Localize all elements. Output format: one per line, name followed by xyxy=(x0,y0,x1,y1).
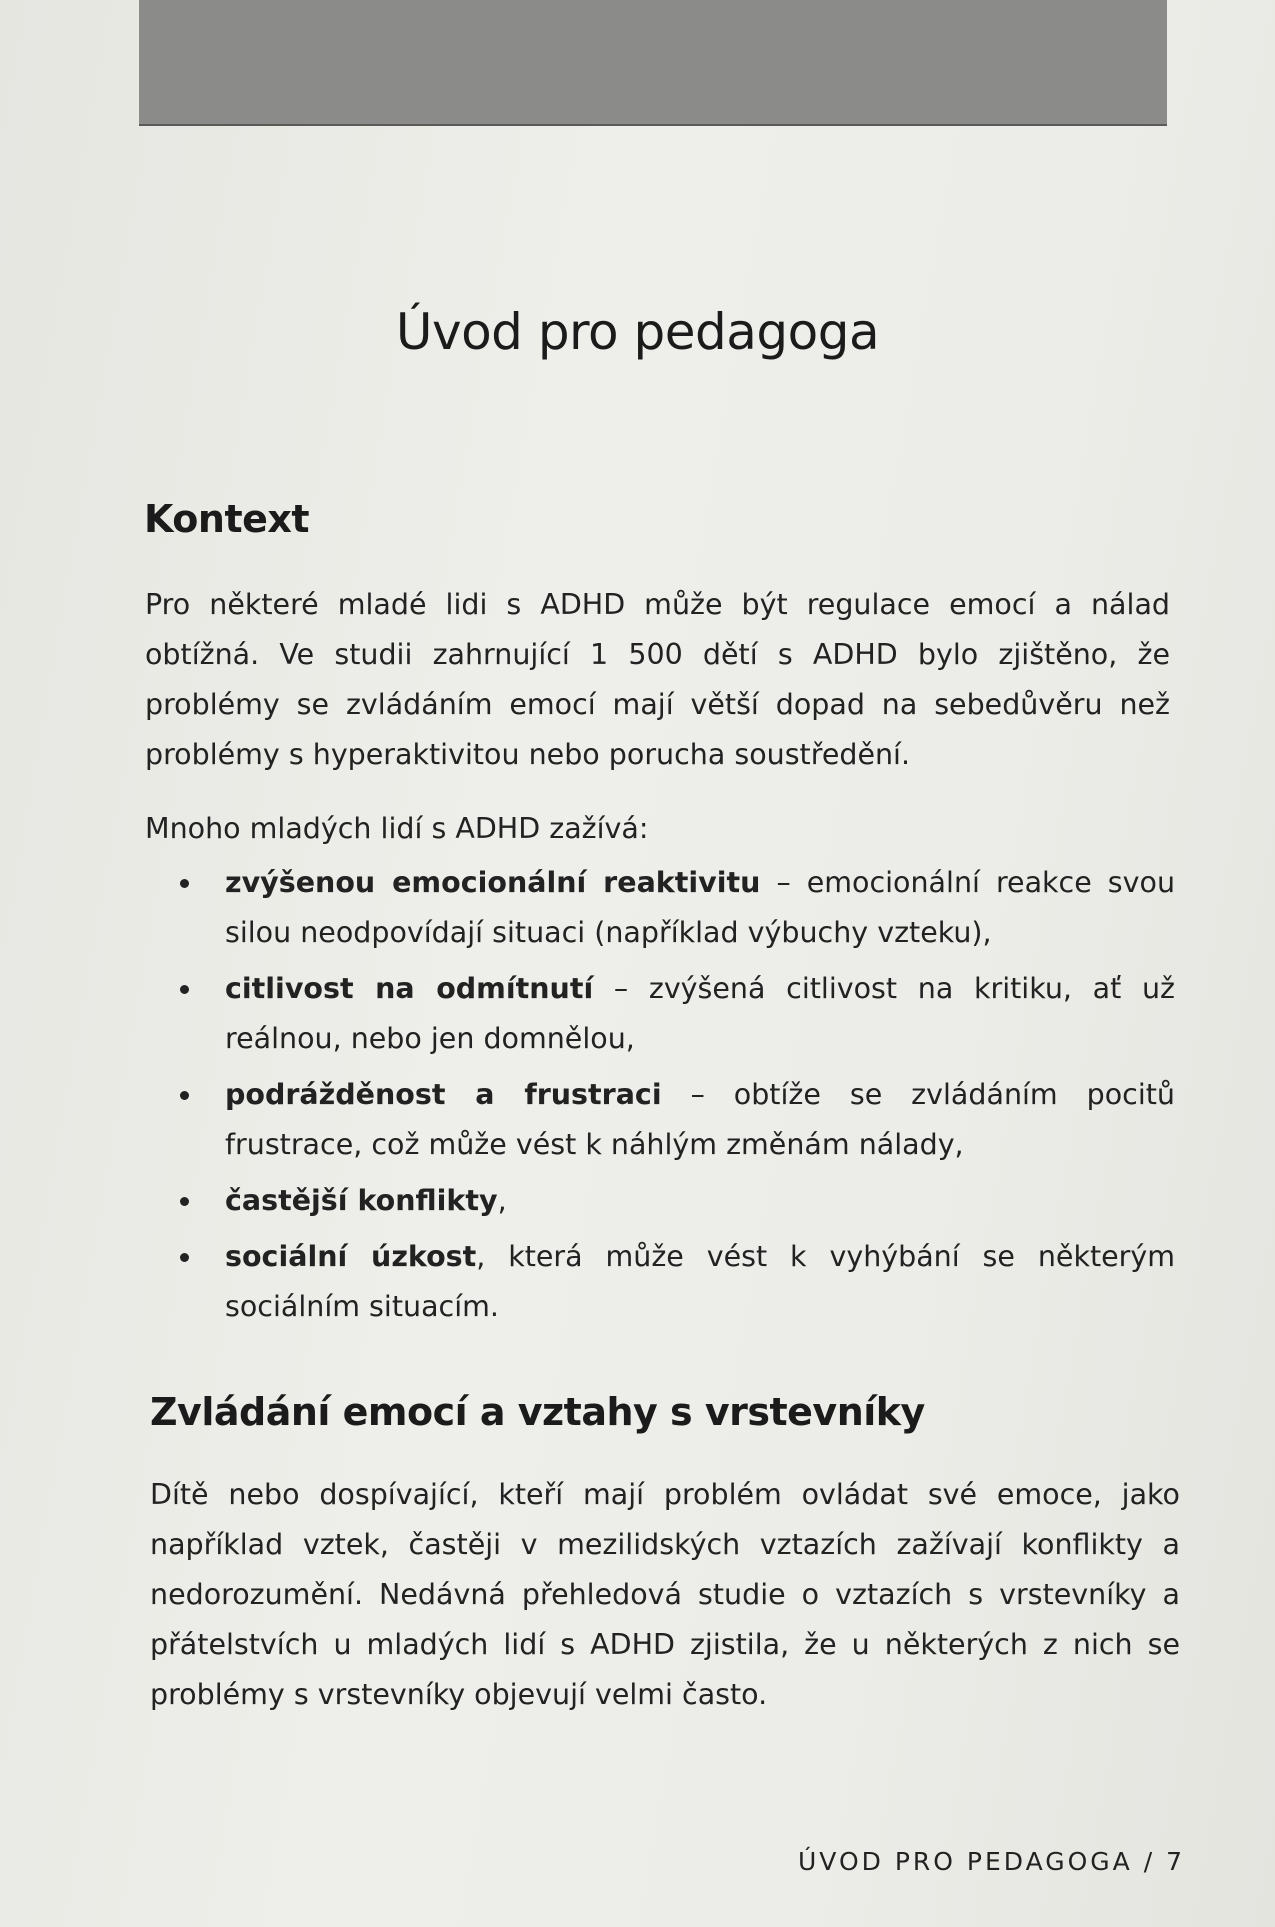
list-intro: Mnoho mladých lidí s ADHD zažívá: xyxy=(145,812,649,845)
list-item-text: – obtíže se zvládáním pocitů frustrace, což může vést k náhlým změnám nálady, xyxy=(225,1078,1176,1161)
list-item-text: , která může vést k vyhýbání se některým sociálním situacím. xyxy=(225,1240,1175,1323)
section-heading-emotions: Zvládání emocí a vztahy s vrstevníky xyxy=(150,1390,925,1434)
list-item-text: – zvýšená citlivost na kritiku, ať už reálnou, nebo jen domnělou, xyxy=(225,972,1175,1055)
bullet-icon xyxy=(180,879,189,888)
header-band xyxy=(139,0,1167,126)
bullet-icon xyxy=(180,985,189,994)
list-item-term: sociální úzkost xyxy=(225,1240,477,1273)
bullet-icon xyxy=(180,1091,189,1100)
symptom-list xyxy=(145,858,1175,1338)
list-item xyxy=(145,1176,1175,1226)
emotions-paragraph: Dítě nebo dospívající, kteří mají problém ovládat své emoce, jako například vztek, častěji v mezilidských vztazích zažívají konflikty a nedorozumění. Nedávná přehledová studie o vztazích s vrstevníky a přátelstvích u mladých lidí s ADHD zjistila, že u některých z nich se problémy s vrstevníky objevují velmi často. xyxy=(150,1478,1180,1711)
page-title: Úvod pro pedagoga xyxy=(395,303,880,361)
list-item-term: častější konflikty xyxy=(225,1184,498,1217)
running-footer: ÚVOD PRO PEDAGOGA / 7 xyxy=(798,1847,1185,1876)
list-item xyxy=(145,858,1175,958)
context-paragraph: Pro některé mladé lidi s ADHD může být regulace emocí a nálad obtížná. Ve studii zahrnující 1 500 dětí s ADHD bylo zjištěno, že problémy se zvládáním emocí mají větší dopad na sebedůvěru než problémy s hyperaktivitou nebo porucha soustředění. xyxy=(145,588,1170,771)
list-item xyxy=(145,964,1175,1064)
list-item-term: citlivost na odmítnutí xyxy=(225,972,594,1005)
list-item-text: – emocionální reakce svou silou neodpovídají situaci (například výbuchy vzteku), xyxy=(225,866,1176,949)
list-item-term: zvýšenou emocionální reaktivitu xyxy=(225,866,761,899)
list-item xyxy=(145,1070,1175,1170)
section-heading-context: Kontext xyxy=(144,497,310,541)
list-item-text: , xyxy=(497,1184,507,1217)
list-item xyxy=(145,1232,1175,1332)
list-item-term: podrážděnost a frustraci xyxy=(225,1078,662,1111)
bullet-icon xyxy=(180,1197,189,1206)
bullet-icon xyxy=(180,1253,189,1262)
